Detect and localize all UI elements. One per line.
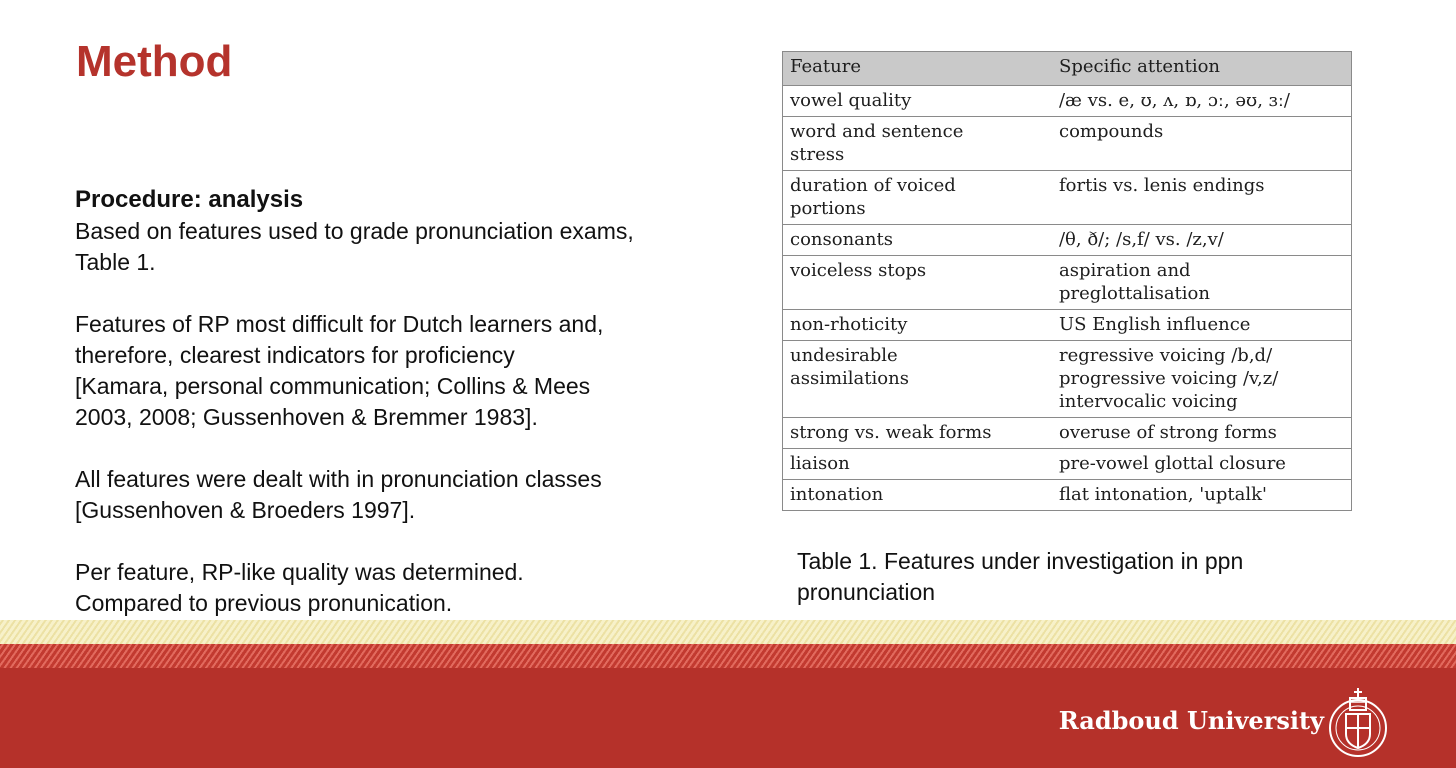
table-row xyxy=(783,449,1352,480)
para4-line: Per feature, RP-like quality was determined. xyxy=(75,559,524,585)
attention-cell: pre-vowel glottal closure xyxy=(1052,449,1352,480)
table-row xyxy=(783,310,1352,341)
table-header-cell: Specific attention xyxy=(1052,52,1352,86)
attention-cell: aspiration and preglottalisation xyxy=(1052,256,1352,310)
footer-stripe-red xyxy=(0,644,1456,668)
footer-band xyxy=(0,620,1456,768)
feature-cell: liaison xyxy=(783,449,1052,480)
para3-line: [Gussenhoven & Broeders 1997]. xyxy=(75,497,416,523)
features-table-wrapper xyxy=(782,51,1352,511)
para2-line: therefore, clearest indicators for proficiency xyxy=(75,342,515,368)
attention-cell: compounds xyxy=(1052,117,1352,171)
slide-title: Method xyxy=(76,37,233,86)
feature-cell: duration of voiced portions xyxy=(783,171,1052,225)
section-heading: Procedure: analysis xyxy=(75,186,304,213)
table-row xyxy=(783,480,1352,511)
left-text-column xyxy=(75,184,735,619)
attention-cell: regressive voicing /b,d/ progressive voicing /v,z/ intervocalic voicing xyxy=(1052,341,1352,418)
feature-cell: strong vs. weak forms xyxy=(783,418,1052,449)
para1-line: Based on features used to grade pronunciation exams, xyxy=(75,218,634,244)
attention-cell: fortis vs. lenis endings xyxy=(1052,171,1352,225)
para3-line: All features were dealt with in pronunciation classes xyxy=(75,466,602,492)
table-header-cell: Feature xyxy=(783,52,1052,86)
caption-line: pronunciation xyxy=(797,579,936,605)
feature-cell: word and sentence stress xyxy=(783,117,1052,171)
radboud-seal-icon xyxy=(1326,684,1390,760)
feature-cell: non-rhoticity xyxy=(783,310,1052,341)
attention-cell: flat intonation, 'uptalk' xyxy=(1052,480,1352,511)
attention-cell: US English influence xyxy=(1052,310,1352,341)
attention-cell: /θ, ð/; /s,f/ vs. /z,v/ xyxy=(1052,225,1352,256)
caption-line: Table 1. Features under investigation in ppn xyxy=(797,548,1244,574)
para2-line: [Kamara, personal communication; Collins & Mees xyxy=(75,373,591,399)
table-row xyxy=(783,341,1352,418)
university-name: Radboud University xyxy=(1058,706,1324,735)
table-row xyxy=(783,256,1352,310)
para2-line: Features of RP most difficult for Dutch learners and, xyxy=(75,311,604,337)
features-table xyxy=(782,51,1352,511)
table-row xyxy=(783,171,1352,225)
para2-line: 2003, 2008; Gussenhoven & Bremmer 1983]. xyxy=(75,404,538,430)
table-caption xyxy=(797,546,1357,608)
table-header-row xyxy=(783,52,1352,86)
para1-line: Table 1. xyxy=(75,249,156,275)
footer-stripe-light xyxy=(0,620,1456,644)
table-row xyxy=(783,86,1352,117)
table-row xyxy=(783,418,1352,449)
feature-cell: vowel quality xyxy=(783,86,1052,117)
feature-cell: voiceless stops xyxy=(783,256,1052,310)
feature-cell: undesirable assimilations xyxy=(783,341,1052,418)
attention-cell: /æ vs. e, ʊ, ʌ, ɒ, ɔː, əʊ, ɜː/ xyxy=(1052,86,1352,117)
table-row xyxy=(783,225,1352,256)
para4-line: Compared to previous pronunication. xyxy=(75,590,453,616)
feature-cell: consonants xyxy=(783,225,1052,256)
attention-cell: overuse of strong forms xyxy=(1052,418,1352,449)
table-row xyxy=(783,117,1352,171)
feature-cell: intonation xyxy=(783,480,1052,511)
